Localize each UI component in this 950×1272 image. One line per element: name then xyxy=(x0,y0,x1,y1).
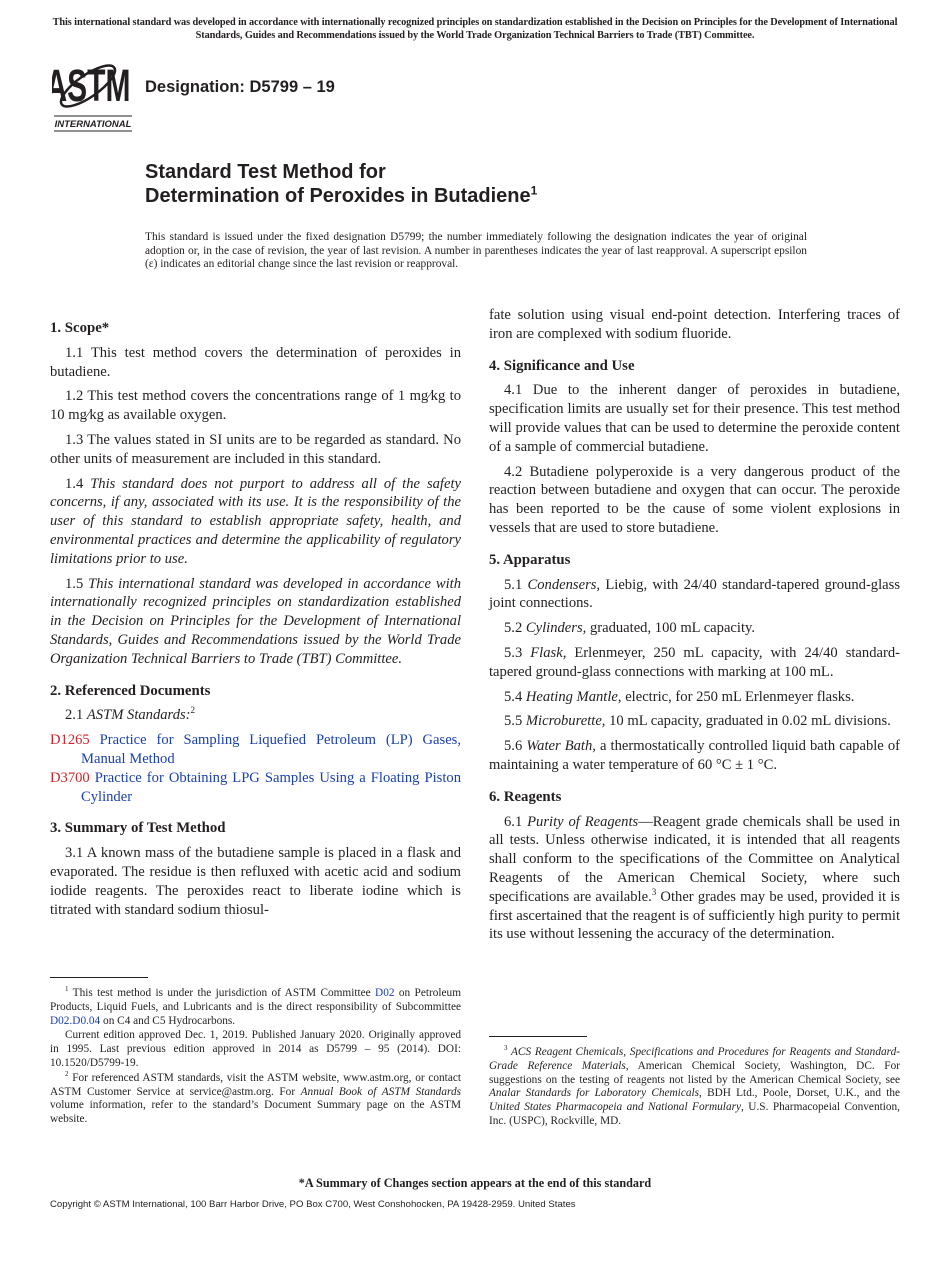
text-run: This test method is under the jurisdiction of ASTM Committee xyxy=(68,987,376,999)
footnote-divider xyxy=(50,977,148,978)
paragraph xyxy=(489,463,900,538)
text-run: Purity of Reagents xyxy=(527,813,639,830)
text-run: Current edition approved Dec. 1, 2019. Published January 2020. Originally approved in 1995. Last previous edition approved in 2014 as D5799 – 95 (2014). DOI: 10.1520/D5799-19. xyxy=(50,1029,461,1069)
text-run: Flask, xyxy=(530,644,567,661)
paragraph xyxy=(489,712,900,731)
reference-code-link[interactable]: D3700 xyxy=(50,769,90,786)
text-run: —Reagent grade chemicals shall be used in all tests. Unless otherwise indicated, it is intended that all reagents shall conform to the specifications of the Committee on Analytical Reagents of the American Chemical Society, where such specifications are available. xyxy=(489,813,901,905)
paragraph xyxy=(50,475,461,569)
text-run: 4.2 Butadiene polyperoxide is a very dangerous product of the reaction between butadiene and oxygen that can occur. The peroxide has been reported to be the cause of some violent explosions in vessels that are used to store butadiene. xyxy=(489,463,900,536)
text-run: fate solution using visual end-point detection. Interfering traces of iron are complexed with sodium fluoride. xyxy=(489,307,900,342)
text-run: This standard does not purport to address all of the safety concerns, if any, associated with its use. It is the responsibility of the user of this standard to establish appropriate safety, health, and environmental practices and determine the applicability of regulatory limitations prior to use. xyxy=(50,475,461,567)
reference-code-link[interactable]: D1265 xyxy=(50,732,90,749)
text-run: 2.1 xyxy=(65,707,87,724)
text-run: 5.5 xyxy=(504,713,526,730)
reference-link[interactable]: Practice for Obtaining LPG Samples Using a Floating Piston Cylinder xyxy=(81,769,461,805)
text-run: 5.3 xyxy=(504,644,531,661)
paragraph xyxy=(489,381,900,456)
text-run: ASTM Standards: xyxy=(86,707,191,724)
text-run: Heating Mantle, xyxy=(525,688,622,705)
footnote xyxy=(50,987,461,1028)
paragraph xyxy=(489,737,900,775)
text-run: volume information, refer to the standard’s Document Summary page on the ASTM website. xyxy=(50,1099,461,1126)
footnote-marker: 2 xyxy=(65,1070,69,1079)
text-run: 5.6 xyxy=(504,738,527,755)
footnote-marker: 3 xyxy=(651,886,657,897)
summary-of-changes-note: *A Summary of Changes section appears at the end of this standard xyxy=(298,1176,652,1190)
text-run: ACS Reagent Chemicals, Specifications and Procedures for Reagents and Standard-Grade Reference Materials xyxy=(489,1046,900,1072)
text-run: United States Pharmacopeia and National Formulary xyxy=(489,1101,742,1114)
footnote xyxy=(489,1046,900,1129)
paragraph xyxy=(50,575,461,669)
text-run: Condensers, xyxy=(527,576,601,593)
paragraph xyxy=(50,431,461,469)
svg-text:ASTM: ASTM xyxy=(52,60,131,112)
text-run: 4. Significance and Use xyxy=(489,357,635,374)
paragraph xyxy=(50,344,461,382)
text-run: Water Bath, xyxy=(526,738,596,755)
referenced-document xyxy=(50,731,461,769)
paragraph xyxy=(489,813,900,945)
section-heading xyxy=(489,551,900,570)
text-run: 6. Reagents xyxy=(489,788,562,805)
issuance-note: This standard is issued under the fixed designation D5799; the number immediately following the designation indicates the year of original adoption or, in the case of revision, the year of last revision. A number in parentheses indicates the year of last reapproval. A superscript epsilon (ε) indicates an editorial change since the last revision or reapproval. xyxy=(145,231,807,271)
text-run: 1.1 This test method covers the determination of peroxides in butadiene. xyxy=(50,344,461,380)
footnotes-left xyxy=(50,987,461,1128)
text-run: electric, for 250 mL Erlenmeyer flasks. xyxy=(621,688,855,705)
paragraph xyxy=(50,706,461,725)
paragraph xyxy=(489,688,900,707)
text-run: Cylinders, xyxy=(525,620,587,637)
paragraph xyxy=(50,844,461,919)
text-run: 5.1 xyxy=(504,576,528,593)
text-run: graduated, 100 mL capacity. xyxy=(586,620,756,637)
text-run: on Petroleum Products, Liquid Fuels, and Lubricants and is the direct responsibility of Subcommittee xyxy=(50,987,461,1013)
designation: Designation: D5799 – 19 xyxy=(145,78,335,96)
text-run: 6.1 xyxy=(504,813,528,830)
text-run: 1.4 xyxy=(65,475,91,492)
text-run: 2. Referenced Documents xyxy=(50,682,211,699)
section-heading xyxy=(489,357,900,376)
wto-notice: This international standard was developed in accordance with internationally recognized principles on standardization established in the Decision on Principles for the Development of International Standards, Guides and Recommendations issued by the World Trade Organization Technical Barriers to Trade (TBT) Committee. xyxy=(52,17,898,41)
paragraph xyxy=(489,619,900,638)
copyright: Copyright © ASTM International, 100 Barr Harbor Drive, PO Box C700, West Conshohocken, PA 19428-2959. United States xyxy=(50,1199,576,1210)
text-run: 5.4 xyxy=(504,688,526,705)
astm-logo xyxy=(52,56,134,132)
text-run: , BDH Ltd., Poole, Dorset, U.K., and the xyxy=(699,1087,900,1100)
referenced-document xyxy=(50,769,461,807)
footnote xyxy=(50,1072,461,1127)
footnote xyxy=(50,1029,461,1070)
text-run: 4.1 Due to the inherent danger of peroxides in butadiene, specification limits are usually set for their presence. This test method will provide values that can be used to determine the peroxide content of a sample of commercial butadiene. xyxy=(489,382,900,455)
footnotes-right xyxy=(489,1046,900,1130)
title-text: Determination of Peroxides in Butadiene xyxy=(145,185,531,207)
text-run: 5. Apparatus xyxy=(489,551,571,568)
text-run: 10 mL capacity, graduated in 0.02 mL divisions. xyxy=(605,713,891,730)
text-run: For referenced ASTM standards, visit the ASTM website, www.astm.org, or contact ASTM Customer Service at service@astm.org. For xyxy=(50,1071,461,1098)
footnote-marker: 2 xyxy=(190,705,196,716)
left-column xyxy=(50,306,461,925)
text-run: 1.2 This test method covers the concentrations range of 1 mg⁄kg to 10 mg⁄kg as available oxygen. xyxy=(50,388,461,424)
footnote-divider xyxy=(489,1036,587,1037)
text-run: 3. Summary of Test Method xyxy=(50,820,226,837)
text-run: Annual Book of ASTM Standards xyxy=(300,1085,461,1098)
section-heading xyxy=(50,319,461,338)
text-run: Other grades may be used, provided it is first ascertained that the reagent is of sufficiently high purity to permit its use without lessening the accuracy of the determination. xyxy=(489,888,900,943)
footnote-marker: 1 xyxy=(65,985,69,994)
paragraph xyxy=(489,644,900,682)
reference-link[interactable]: D02.D0.04 xyxy=(50,1014,101,1027)
text-run: 3.1 A known mass of the butadiene sample is placed in a flask and evaporated. The residue is then refluxed with acetic acid and sodium iodide reagents. The peroxides react to liberate iodine which is titrated with standard sodium thiosul- xyxy=(50,845,461,918)
paragraph xyxy=(50,387,461,425)
section-heading xyxy=(489,788,900,807)
title-line-1: Standard Test Method for xyxy=(145,161,386,183)
text-run: 5.2 xyxy=(504,620,526,637)
document-title xyxy=(145,160,537,208)
text-run: 1. Scope* xyxy=(50,320,110,336)
paragraph xyxy=(489,306,900,344)
title-line-2 xyxy=(145,184,537,208)
section-heading xyxy=(50,819,461,838)
reference-link[interactable]: Practice for Sampling Liquefied Petroleum (LP) Gases, Manual Method xyxy=(81,732,461,767)
text-run: Erlenmeyer, 250 mL capacity, with 24/40 standard-tapered ground-glass connections with marking at 100 mL. xyxy=(489,644,900,680)
text-run: Analar Standards for Laboratory Chemicals xyxy=(489,1087,700,1100)
text-run: 1.3 The values stated in SI units are to be regarded as standard. No other units of measurement are included in this standard. xyxy=(50,431,461,467)
text-run: Microburette, xyxy=(525,713,606,730)
paragraph xyxy=(489,576,900,614)
text-run: Liebig, with 24/40 standard-tapered ground-glass joint connections. xyxy=(489,576,900,612)
svg-text:INTERNATIONAL: INTERNATIONAL xyxy=(54,119,132,130)
footnote-marker: 3 xyxy=(504,1044,508,1053)
right-column xyxy=(489,306,900,950)
title-footnote-marker: 1 xyxy=(530,183,538,198)
text-run: This international standard was developed in accordance with internationally recognized principles on standardization established in the Decision on Principles for the Development of International Standards, Guides and Recommendations issued by the World Trade Organization Technical Barriers to Trade (TBT) Committee. xyxy=(50,575,462,667)
text-run: a thermostatically controlled liquid bath capable of maintaining a water temperature of 60 °C ± 1 °C. xyxy=(489,738,900,773)
text-run: , American Chemical Society, Washington, DC. For suggestions on the testing of reagents not listed by the American Chemical Society, see xyxy=(489,1059,900,1086)
text-run: , U.S. Pharmacopeial Convention, Inc. (USPC), Rockville, MD. xyxy=(489,1101,900,1127)
text-run: on C4 and C5 Hydrocarbons. xyxy=(100,1014,236,1027)
reference-link[interactable]: D02 xyxy=(375,987,395,999)
section-heading xyxy=(50,682,461,701)
text-run: 1.5 xyxy=(65,575,89,592)
